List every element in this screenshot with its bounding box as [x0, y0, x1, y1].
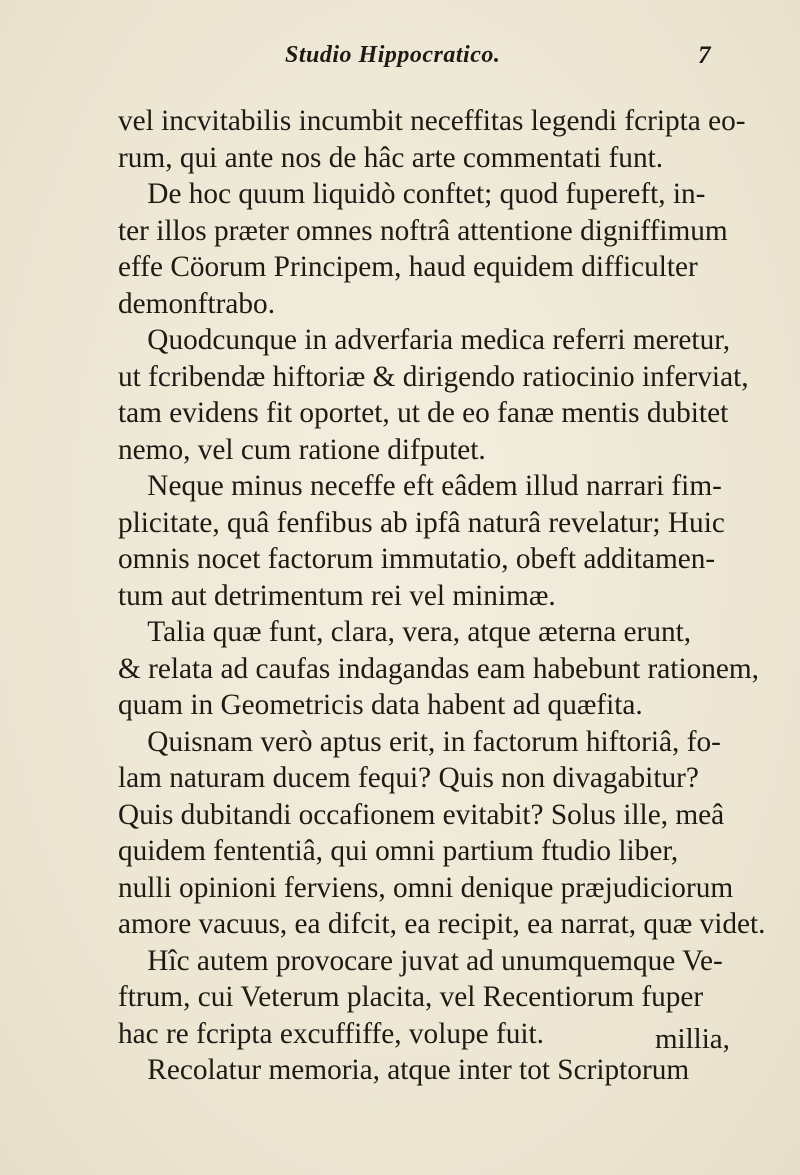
text-line: ter illos præter omnes noftrâ attentione digniffimum	[118, 214, 728, 247]
text-line: effe Cöorum Principem, haud equidem difficulter	[118, 251, 698, 283]
catchword: millia,	[655, 1023, 730, 1055]
text-line: omnis nocet factorum immutatio, obeft additamen-	[118, 543, 716, 575]
text-line: amore vacuus, ea difcit, ea recipit, ea narrat, quæ videt.	[118, 908, 766, 940]
text-line: nemo, vel cum ratione difputet.	[118, 433, 486, 466]
text-line: Talia quæ funt, clara, vera, atque æterna erunt,	[118, 616, 692, 648]
running-title: Studio Hippocratico.	[285, 42, 501, 68]
text-line: Neque minus neceffe eft eâdem illud narrari fim-	[118, 470, 722, 502]
text-line: Recolatur memoria, atque inter tot Scriptorum	[118, 1054, 690, 1086]
text-line: Hîc autem provocare juvat ad unumquemque Ve-	[118, 944, 723, 977]
text-line: vel incvitabilis incumbit neceffitas legendi fcripta eo-	[118, 105, 746, 137]
text-line: De hoc quum liquidò conftet; quod fupereft, in-	[118, 178, 706, 210]
text-line: rum, qui ante nos de hâc arte commentati funt.	[118, 141, 664, 174]
text-line: quidem fententiâ, qui omni partium ftudio liber,	[118, 835, 679, 867]
text-line: demonftrabo.	[118, 287, 276, 320]
text-line: & relata ad caufas indagandas eam habebunt rationem,	[118, 652, 759, 685]
text-line: plicitate, quâ fenfibus ab ipfâ naturâ revelatur; Huic	[118, 506, 725, 539]
text-line: Quisnam verò aptus erit, in factorum hiftoriâ, fo-	[118, 725, 721, 758]
text-line: Quis dubitandi occafionem evitabit? Solus ille, meâ	[118, 798, 725, 831]
text-line: hac re fcripta excuffiffe, volupe fuit.	[118, 1017, 544, 1050]
text-line: Quodcunque in adverfaria medica referri meretur,	[118, 324, 731, 356]
text-line: nulli opinioni ferviens, omni denique præjudiciorum	[118, 871, 734, 904]
text-line: tum aut detrimentum rei vel minimæ.	[118, 579, 556, 612]
text-line: lam naturam ducem fequi? Quis non divagabitur?	[118, 762, 699, 794]
text-line: ftrum, cui Veterum placita, vel Recentiorum fuper	[118, 981, 704, 1013]
text-line: ut fcribendæ hiftoriæ & dirigendo ratiocinio inferviat,	[118, 360, 749, 393]
text-line: tam evidens fit oportet, ut de eo fanæ mentis dubitet	[118, 397, 729, 429]
text-line: quam in Geometricis data habent ad quæfita.	[118, 689, 643, 721]
body-text	[118, 103, 768, 1089]
page-number: 7	[698, 42, 711, 69]
